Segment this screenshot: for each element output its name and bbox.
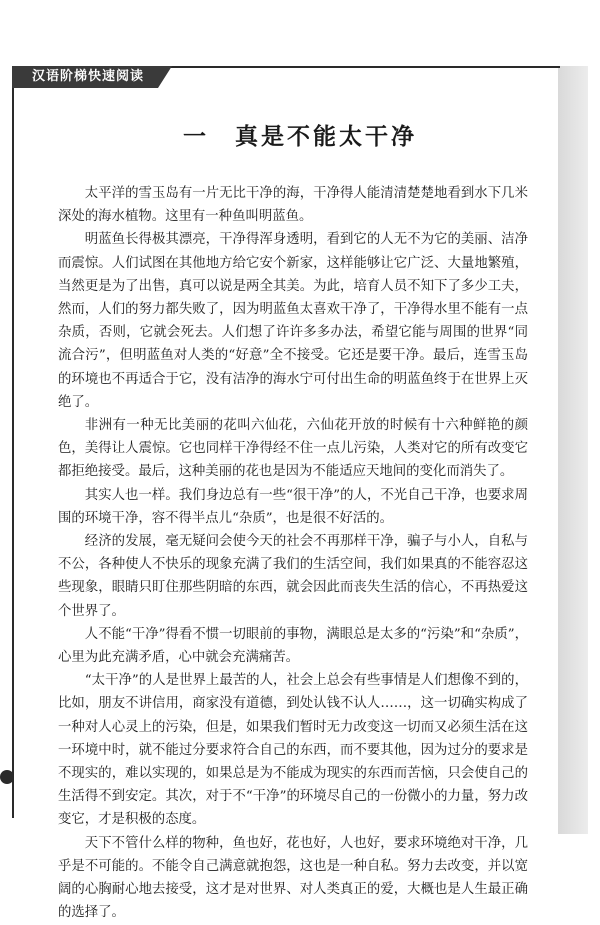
page-edge-shading bbox=[558, 66, 588, 834]
page-corner-marker bbox=[0, 770, 14, 784]
paragraph: 人不能“干净”得看不惯一切眼前的事物，满眼总是太多的“污染”和“杂质”，心里为此充满矛盾，心中就会充满痛苦。 bbox=[58, 626, 528, 666]
series-label: 汉语阶梯快速阅读 bbox=[32, 69, 145, 84]
paragraph: 明蓝鱼长得极其漂亮，干净得浑身透明，看到它的人无不为它的美丽、洁净而震惊。人们试图在其他地方给它安个新家，这样能够让它广泛、大量地繁殖，当然更是为了出售，真可以说是两全其美。为此，培育人员不知下了多少工夫，然而，人们的努力都失败了，因为明蓝鱼太喜欢干净了，干净得水里不能有一点杂质，否则，它就会死去。人们想了许许多多办法，希望它能与周围的世界“同流合污”，但明蓝鱼对人类的“好意”全不接受。它还是要干净。最后，连雪玉岛的环境也不再适合于它，没有洁净的海水宁可付出生命的明蓝鱼终于在世界上灭绝了。 bbox=[58, 232, 528, 410]
series-header-tab bbox=[12, 66, 158, 88]
paragraph: “太干净”的人是世界上最苦的人，社会上总会有些事情是人们想像不到的，比如，朋友不讲信用，商家没有道德，到处认钱不认人……，这一切确实构成了一种对人心灵上的污染，但是，如果我们暂时无力改变这一切而又必须生活在这一环境中时，就不能过分要求符合自己的东西，而不要其他，因为过分的要求是不现实的，难以实现的，如果总是为不能成为现实的东西而苦恼，只会使自己的生活得不到安定。其次，对于不“干净”的环境尽自己的一份微小的力量，努力改变它，才是积极的态度。 bbox=[58, 673, 528, 828]
paragraph: 经济的发展，毫无疑问会使今天的社会不再那样干净，骗子与小人，自私与不公，各种使人不快乐的现象充满了我们的生活空间，我们如果真的不能容忍这些现象，眼睛只盯住那些阴暗的东西，就会因此而丧失生活的信心，不再热爱这个世界了。 bbox=[58, 534, 528, 619]
paragraph: 非洲有一种无比美丽的花叫六仙花，六仙花开放的时候有十六种鲜艳的颜色，美得让人震惊。它也同样干净得经不住一点儿污染，人类对它的所有改变它都拒绝接受。最后，这种美丽的花也是因为不能适应天地间的变化而消失了。 bbox=[58, 418, 528, 480]
paragraph: 太平洋的雪玉岛有一片无比干净的海，干净得人能清清楚楚地看到水下几米深处的海水植物。这里有一种鱼叫明蓝鱼。 bbox=[58, 186, 528, 225]
article-title: 一 真是不能太干净 bbox=[183, 124, 417, 150]
paragraph: 其实人也一样。我们身边总有一些“很干净”的人，不光自己干净，也要求周围的环境干净，容不得半点儿“杂质”，也是很不好活的。 bbox=[58, 487, 528, 526]
paragraph: 天下不管什么样的物种，鱼也好，花也好，人也好，要求环境绝对干净，几乎是不可能的。不能令自己满意就抱怨，这也是一种自私。努力去改变，并以宽阔的心胸耐心地去接受，这才是对世界、对人类真正的爱，大概也是人生最正确的选择了。 bbox=[58, 835, 528, 921]
article-body bbox=[58, 182, 528, 925]
